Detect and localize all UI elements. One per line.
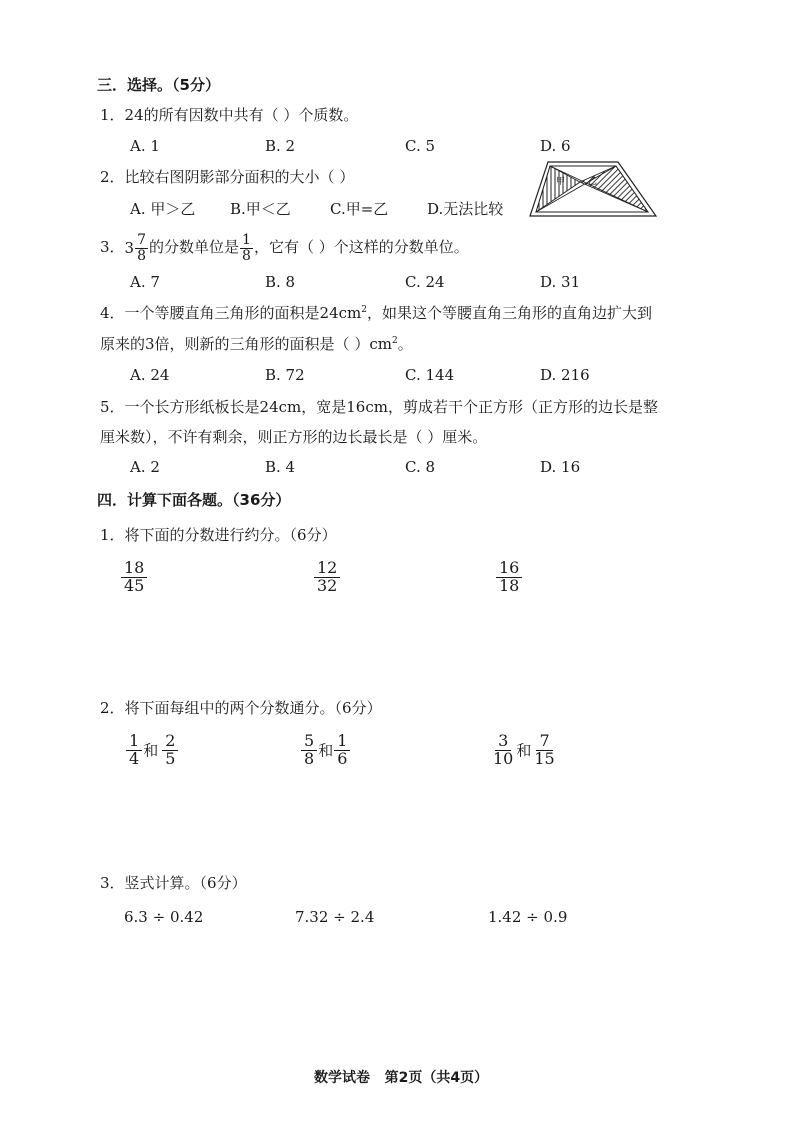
- reduce-fraction-3: [495, 560, 523, 595]
- q1-option-c: C. 5: [405, 137, 436, 155]
- q4-line2-sup: 2: [391, 336, 398, 346]
- q1-option-a: A. 1: [130, 137, 160, 155]
- q5-option-c: C. 8: [405, 458, 436, 476]
- fraction-numerator: 12: [314, 560, 340, 578]
- question-4-line-1: [100, 304, 652, 322]
- reduce-fraction-2: [313, 560, 341, 595]
- division-expression-2: 7.32 ÷ 2.4: [295, 908, 375, 926]
- question-2-text: 2．比较右图阴影部分面积的大小（ ）: [100, 168, 355, 186]
- fraction-numerator: 7: [137, 232, 147, 248]
- q4-line1-a: 4．一个等腰直角三角形的面积是24cm: [100, 304, 362, 322]
- q4-line2-a: 原来的3倍，则新的三角形的面积是（ ）cm: [100, 335, 392, 353]
- q4-option-b: B. 72: [265, 366, 305, 384]
- fraction-denominator: 5: [165, 748, 176, 768]
- q4-option-c: C. 144: [405, 366, 455, 384]
- fraction-denominator: 8: [304, 748, 315, 768]
- q5-option-b: B. 4: [265, 458, 296, 476]
- figure-label-jia: 甲: [556, 177, 566, 187]
- q3-mid: 的分数单位是: [149, 238, 240, 257]
- q1-option-b: B. 2: [265, 137, 296, 155]
- section-3-title: 三．选择。（5分）: [97, 76, 220, 94]
- and-word: 和: [143, 741, 159, 760]
- question-1-text: 1．24的所有因数中共有（ ）个质数。: [100, 106, 359, 124]
- fraction-numerator: 1: [334, 733, 350, 751]
- common-denominator-pair-2: [300, 733, 351, 768]
- fraction-denominator: 4: [129, 748, 140, 768]
- q2-option-a: A. 甲＞乙: [130, 200, 196, 218]
- q4-line1-b: ，如果这个等腰直角三角形的直角边扩大到: [367, 304, 653, 322]
- reduce-fraction-1: [120, 560, 148, 595]
- q3-mixed-fraction: [135, 233, 148, 263]
- fraction-numerator: 3: [495, 733, 511, 751]
- part-2-text: 2．将下面每组中的两个分数通分。（6分）: [100, 699, 382, 717]
- section-4-title: 四．计算下面各题。（36分）: [97, 491, 291, 509]
- shaded-area-figure: [526, 158, 660, 220]
- fraction-denominator: 15: [534, 748, 555, 768]
- fraction-numerator: 1: [126, 733, 142, 751]
- fraction-numerator: 2: [162, 733, 178, 751]
- page-footer: 数学试卷 第2页（共4页）: [314, 1070, 489, 1086]
- question-5-line-2: 厘米数），不许有剩余，则正方形的边长最长是（ ）厘米。: [100, 428, 488, 446]
- division-expression-1: 6.3 ÷ 0.42: [124, 908, 204, 926]
- fraction-numerator: 18: [121, 560, 147, 578]
- q3-option-c: C. 24: [405, 273, 445, 291]
- q2-option-b: B.甲＜乙: [230, 200, 291, 218]
- question-3-text: [100, 233, 469, 263]
- fraction-denominator: 32: [317, 575, 338, 595]
- question-5-line-1: 5．一个长方形纸板长是24cm，宽是16cm，剪成若干个正方形（正方形的边长是整: [100, 398, 658, 416]
- q4-option-d: D. 216: [540, 366, 590, 384]
- part-1-text: 1．将下面的分数进行约分。（6分）: [100, 526, 337, 544]
- q2-option-d: D.无法比较: [427, 200, 504, 218]
- fraction-denominator: 10: [493, 748, 514, 768]
- q4-option-a: A. 24: [130, 366, 170, 384]
- q3-prefix: 3．: [100, 238, 125, 257]
- q3-option-d: D. 31: [540, 273, 581, 291]
- q3-suffix: ，它有（ ）个这样的分数单位。: [253, 238, 469, 257]
- q3-option-a: A. 7: [130, 273, 160, 291]
- common-denominator-pair-3: [490, 733, 558, 768]
- fraction-denominator: 6: [337, 748, 348, 768]
- q3-option-b: B. 8: [265, 273, 296, 291]
- fraction-numerator: 7: [536, 733, 552, 751]
- and-word: 和: [516, 741, 532, 760]
- q3-mixed-integer: 3: [124, 239, 135, 258]
- question-4-line-2: [100, 335, 413, 353]
- common-denominator-pair-1: [125, 733, 179, 768]
- division-expression-3: 1.42 ÷ 0.9: [488, 908, 568, 926]
- q1-option-d: D. 6: [540, 137, 571, 155]
- q4-line2-b: 。: [397, 335, 413, 353]
- fraction-numerator: 16: [496, 560, 522, 578]
- q5-option-a: A. 2: [130, 458, 160, 476]
- q4-line1-sup: 2: [361, 305, 367, 315]
- fraction-denominator: 45: [124, 575, 145, 595]
- q3-unit-fraction: [240, 233, 253, 263]
- fraction-numerator: 1: [242, 232, 251, 248]
- q2-option-c: C.甲=乙: [330, 200, 389, 218]
- q5-option-d: D. 16: [540, 458, 581, 476]
- fraction-numerator: 5: [301, 733, 317, 751]
- fraction-denominator: 8: [137, 247, 147, 264]
- fraction-denominator: 18: [499, 575, 520, 595]
- part-3-text: 3．竖式计算。（6分）: [100, 874, 247, 892]
- and-word: 和: [318, 741, 334, 760]
- figure-label-yi: 乙: [588, 177, 598, 187]
- fraction-denominator: 8: [242, 247, 251, 264]
